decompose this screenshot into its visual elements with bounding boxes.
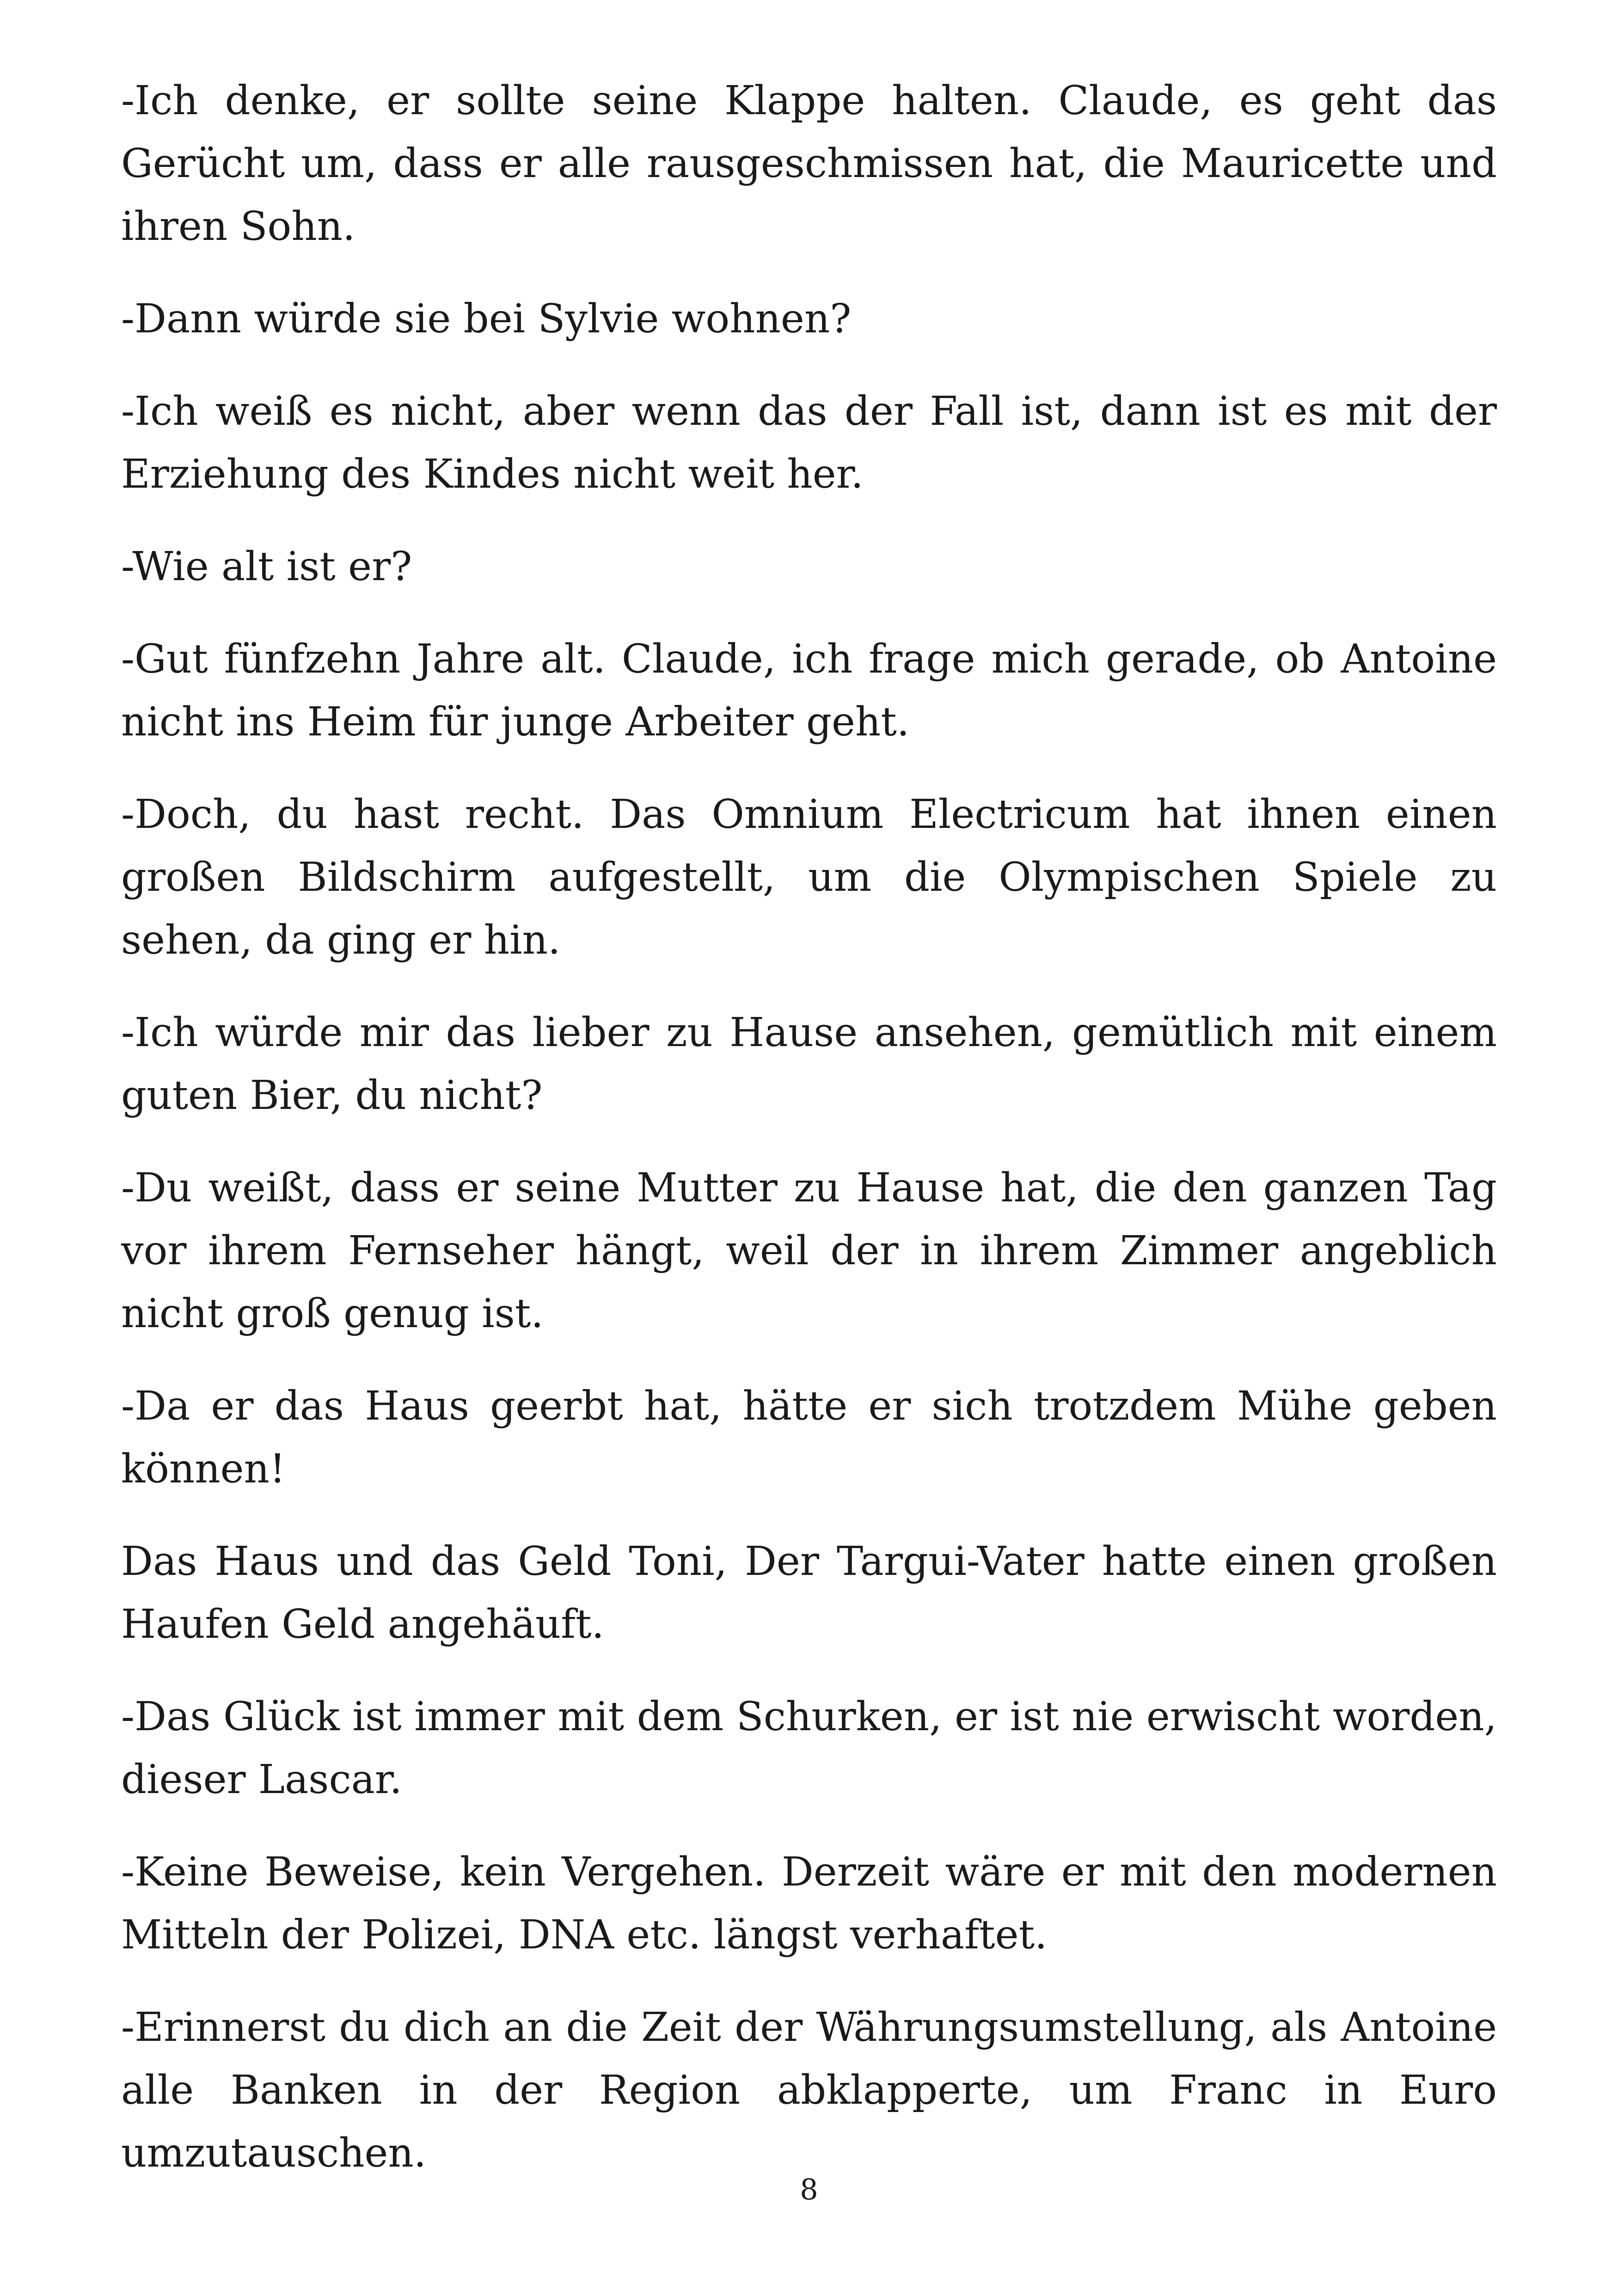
paragraph-4: -Wie alt ist er? (121, 544, 412, 590)
body-text (121, 69, 1497, 2214)
paragraph-2: -Dann würde sie bei Sylvie wohnen? (121, 296, 852, 342)
paragraph-1: -Ich denke, er sollte seine Klappe halten. Claude, es geht das Gerücht um, dass er alle rausgeschmissen hat, die Mauricette und ihren Sohn. (121, 78, 1497, 250)
paragraph-7: -Ich würde mir das lieber zu Hause ansehen, gemütlich mit einem guten Bier, du nicht? (121, 1010, 1497, 1119)
paragraph-6: -Doch, du hast recht. Das Omnium Electricum hat ihnen einen großen Bildschirm aufgestellt, um die Olympischen Spiele zu sehen, da ging er hin. (121, 791, 1497, 963)
paragraph-5: -Gut fünfzehn Jahre alt. Claude, ich frage mich gerade, ob Antoine nicht ins Heim für junge Arbeiter geht. (121, 636, 1497, 745)
paragraph-3: -Ich weiß es nicht, aber wenn das der Fall ist, dann ist es mit der Erziehung des Kindes nicht weit her. (121, 388, 1497, 497)
paragraph-9: -Da er das Haus geerbt hat, hätte er sich trotzdem Mühe geben können! (121, 1383, 1497, 1492)
page-number: 8 (800, 2173, 818, 2206)
paragraph-11: -Das Glück ist immer mit dem Schurken, er ist nie erwischt worden, dieser Lascar. (121, 1694, 1497, 1803)
paragraph-13: -Erinnerst du dich an die Zeit der Währungsumstellung, als Antoine alle Banken in der Region abklapperte, um Franc in Euro umzutauschen. (121, 2004, 1497, 2176)
paragraph-12: -Keine Beweise, kein Vergehen. Derzeit wäre er mit den modernen Mitteln der Polizei, DNA etc. längst verhaftet. (121, 1849, 1497, 1958)
paragraph-10: Das Haus und das Geld Toni, Der Targui-Vater hatte einen großen Haufen Geld angehäuft. (121, 1538, 1497, 1647)
paragraph-8: -Du weißt, dass er seine Mutter zu Hause hat, die den ganzen Tag vor ihrem Fernseher hängt, weil der in ihrem Zimmer angeblich nicht groß genug ist. (121, 1165, 1497, 1337)
